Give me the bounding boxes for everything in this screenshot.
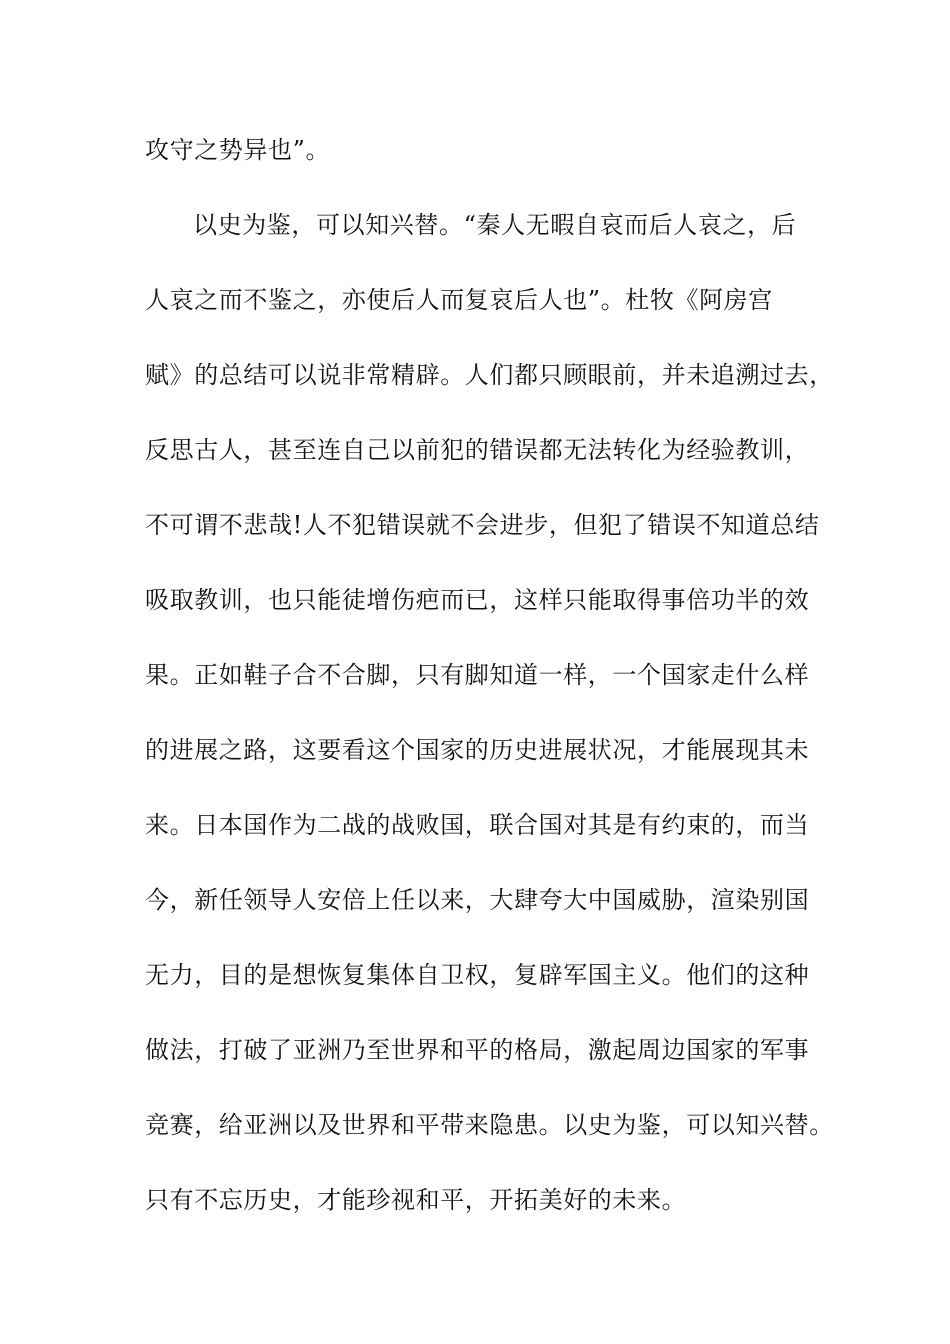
paragraph-first-line: 以史为鉴，可以知兴替。“秦人无暇自哀而后人哀之，后 <box>193 211 797 239</box>
text-line: 的进展之路，这要看这个国家的历史进展状况，才能展现其未 <box>145 736 810 764</box>
text-line: 人哀之而不鉴之，亦使后人而复哀后人也”。杜牧《阿房宫 <box>145 286 773 314</box>
text-line: 果。正如鞋子合不合脚，只有脚知道一样，一个国家走什么样 <box>145 661 810 689</box>
text-line: 来。日本国作为二战的战败国，联合国对其是有约束的，而当 <box>145 811 810 839</box>
text-line: 吸取教训，也只能徒增伤疤而已，这样只能取得事倍功半的效 <box>145 586 810 614</box>
text-line: 不可谓不悲哉!人不犯错误就不会进步，但犯了错误不知道总结 <box>145 511 820 539</box>
text-line: 做法，打破了亚洲乃至世界和平的格局，激起周边国家的军事 <box>145 1036 810 1064</box>
text-line: 赋》的总结可以说非常精辟。人们都只顾眼前，并未追溯过去， <box>145 361 834 389</box>
text-line: 攻守之势异也”。 <box>145 136 331 164</box>
text-line: 无力，目的是想恢复集体自卫权，复辟军国主义。他们的这种 <box>145 961 810 989</box>
text-line: 今，新任领导人安倍上任以来，大肆夸大中国威胁，渲染别国 <box>145 886 810 914</box>
text-line: 竞赛，给亚洲以及世界和平带来隐患。以史为鉴，可以知兴替。 <box>145 1111 834 1139</box>
text-line: 只有不忘历史，才能珍视和平，开拓美好的未来。 <box>145 1186 687 1214</box>
text-line: 反思古人，甚至连自己以前犯的错误都无法转化为经验教训， <box>145 436 810 464</box>
